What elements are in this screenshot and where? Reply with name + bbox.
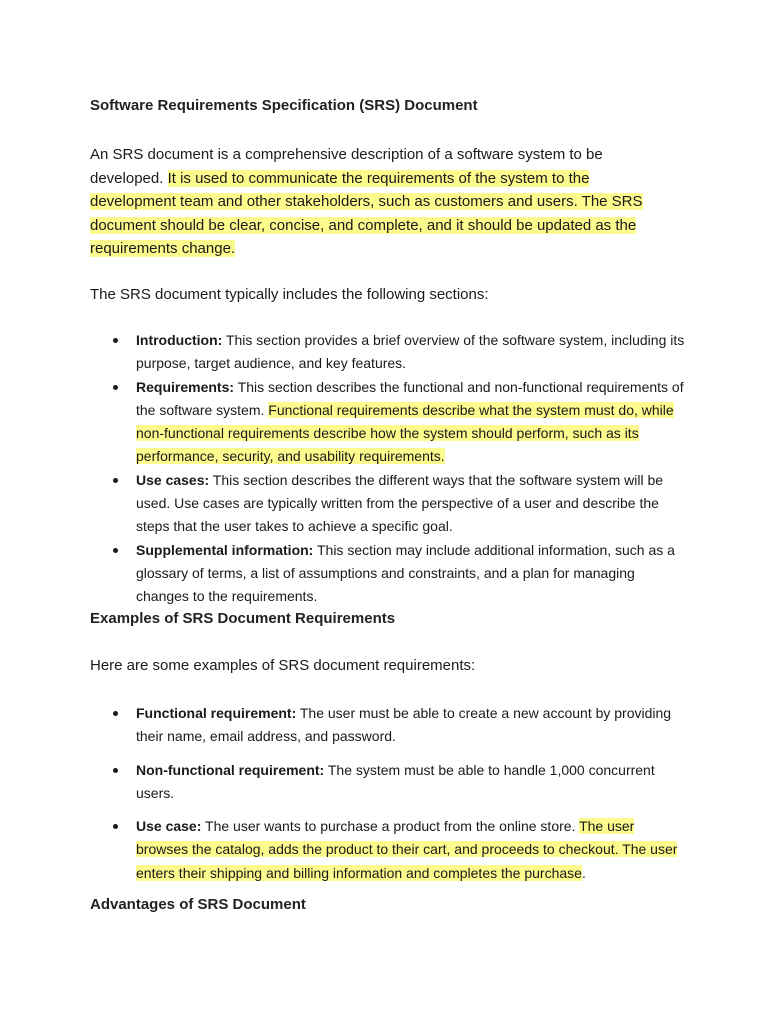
advantages-heading: Advantages of SRS Document: [90, 896, 306, 913]
examples-heading: Examples of SRS Document Requirements: [90, 610, 396, 627]
section-text: This section provides a brief overview of the software system, including its purpose, target audience, and key features.: [136, 332, 685, 372]
example-text: The user wants to purchase a product from the online store.: [201, 818, 580, 835]
section-text: This section may include additional information, such as a glossary of terms, a list of assumptions and constraints, and a plan for managing changes to the requirements.: [136, 541, 675, 605]
section-item-requirements: [90, 376, 690, 469]
example-text: The user must be able to create a new account by providing their name, email address, and password.: [136, 705, 672, 745]
section-text: This section describes the functional and non-functional requirements of the software system.: [136, 378, 684, 418]
bullet-icon: [113, 478, 118, 483]
document-title: Software Requirements Specification (SRS) Document: [90, 97, 478, 114]
intro-paragraph: [90, 143, 655, 261]
section-term: Introduction:: [136, 332, 223, 348]
example-term: Functional requirement:: [136, 705, 297, 721]
sections-intro: The SRS document typically includes the following sections:: [90, 286, 489, 303]
example-highlight: The user browses the catalog, adds the product to their cart, and proceeds to checkout. The user enters their shipping and billing information and completes the purchase: [136, 818, 678, 881]
intro-highlight: It is used to communicate the requirements of the system to the development team and other stakeholders, such as customers and users. The SRS document should be clear, concise, and complete, and it should be updated as the requirements change.: [90, 169, 643, 257]
examples-list: [90, 702, 690, 895]
section-item-introduction: [90, 329, 690, 376]
section-item-supplemental: [90, 539, 690, 609]
section-term: Supplemental information:: [136, 541, 314, 558]
bullet-icon: [113, 385, 118, 390]
bullet-icon: [113, 711, 118, 716]
sections-list: [90, 329, 690, 609]
example-term: Use case:: [136, 818, 202, 835]
example-tail: .: [581, 864, 586, 881]
example-item-non-functional: [90, 759, 690, 806]
bullet-icon: [113, 768, 118, 773]
example-text: The system must be able to handle 1,000 concurrent users.: [136, 761, 655, 801]
example-item-functional: [90, 702, 690, 749]
section-highlight: Functional requirements describe what the system must do, while non-functional requirements describe how the system should perform, such as its performance, security, and usability requirements.: [136, 401, 674, 465]
example-term: Non-functional requirement:: [136, 761, 325, 778]
bullet-icon: [113, 824, 118, 829]
section-term: Use cases:: [136, 471, 210, 488]
section-term: Requirements:: [136, 378, 235, 395]
intro-text: An SRS document is a comprehensive description of a software system to be developed.: [90, 146, 603, 187]
section-item-use-cases: [90, 469, 690, 539]
bullet-icon: [113, 548, 118, 553]
examples-intro: Here are some examples of SRS document requirements:: [90, 657, 476, 674]
bullet-icon: [113, 338, 118, 343]
example-item-use-case: [90, 815, 690, 885]
section-text: This section describes the different ways that the software system will be used. Use cases are typically written from the perspective of a user and describe the steps that the user takes to achieve a specific goal.: [136, 471, 664, 535]
